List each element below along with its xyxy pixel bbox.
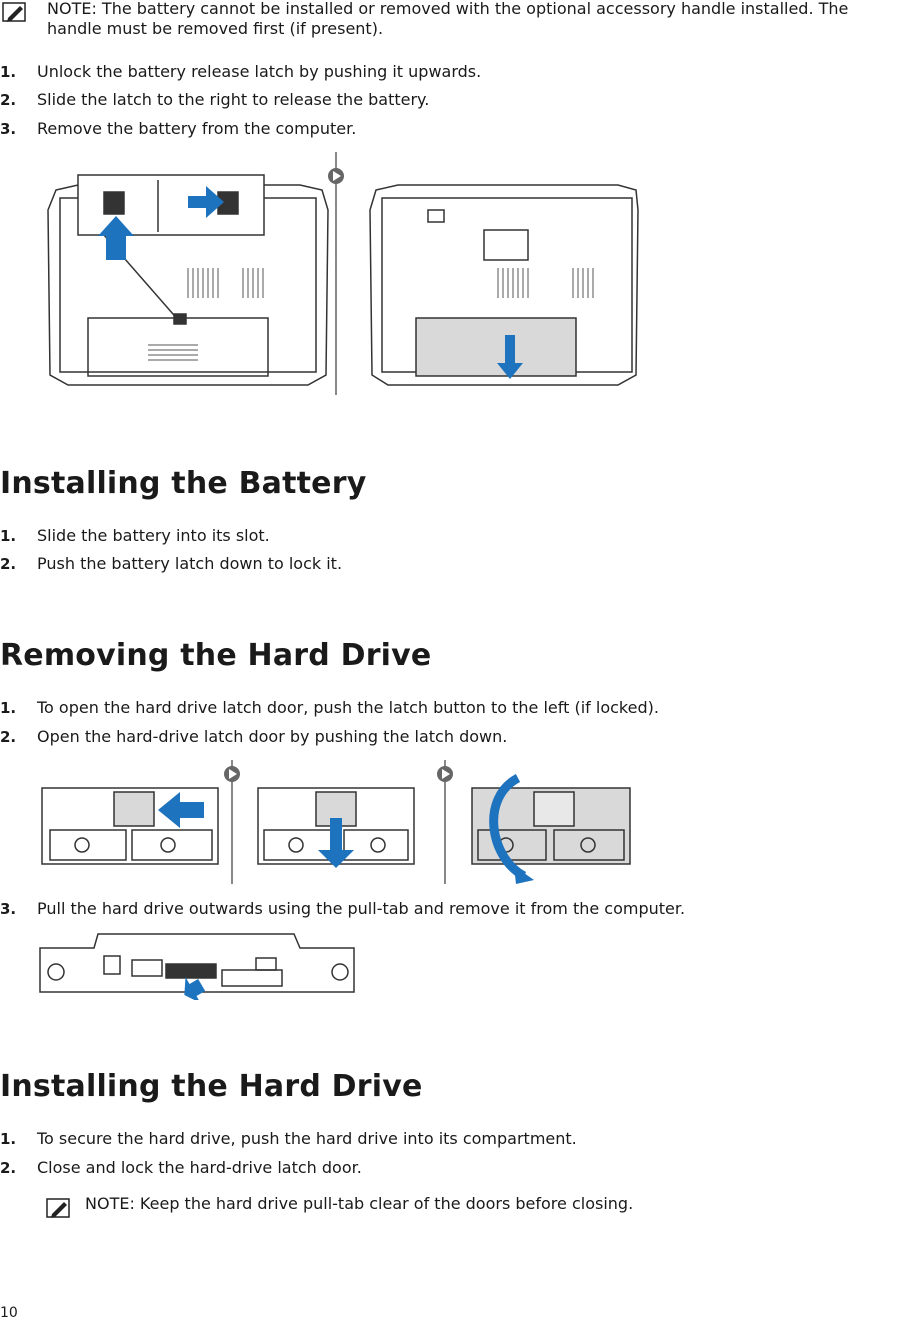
heading-installing-hard-drive: Installing the Hard Drive [0,1069,423,1104]
hard-drive-pull-figure [38,930,358,1000]
battery-removal-figure [38,150,640,400]
note-text: Keep the hard drive pull-tab clear of the doors before closing. [134,1194,634,1213]
hard-drive-latch-figure [40,758,634,886]
heading-installing-battery: Installing the Battery [0,466,367,501]
note-pencil-icon [2,2,28,24]
page-number: 10 [0,1305,18,1321]
note-text: The battery cannot be installed or removed with the optional accessory handle installed. The handle must be removed first (if present). [47,0,849,38]
note-pencil-icon [46,1198,72,1220]
heading-removing-hard-drive: Removing the Hard Drive [0,638,432,673]
note-label: NOTE: [47,0,97,18]
note-label: NOTE: [85,1194,135,1213]
